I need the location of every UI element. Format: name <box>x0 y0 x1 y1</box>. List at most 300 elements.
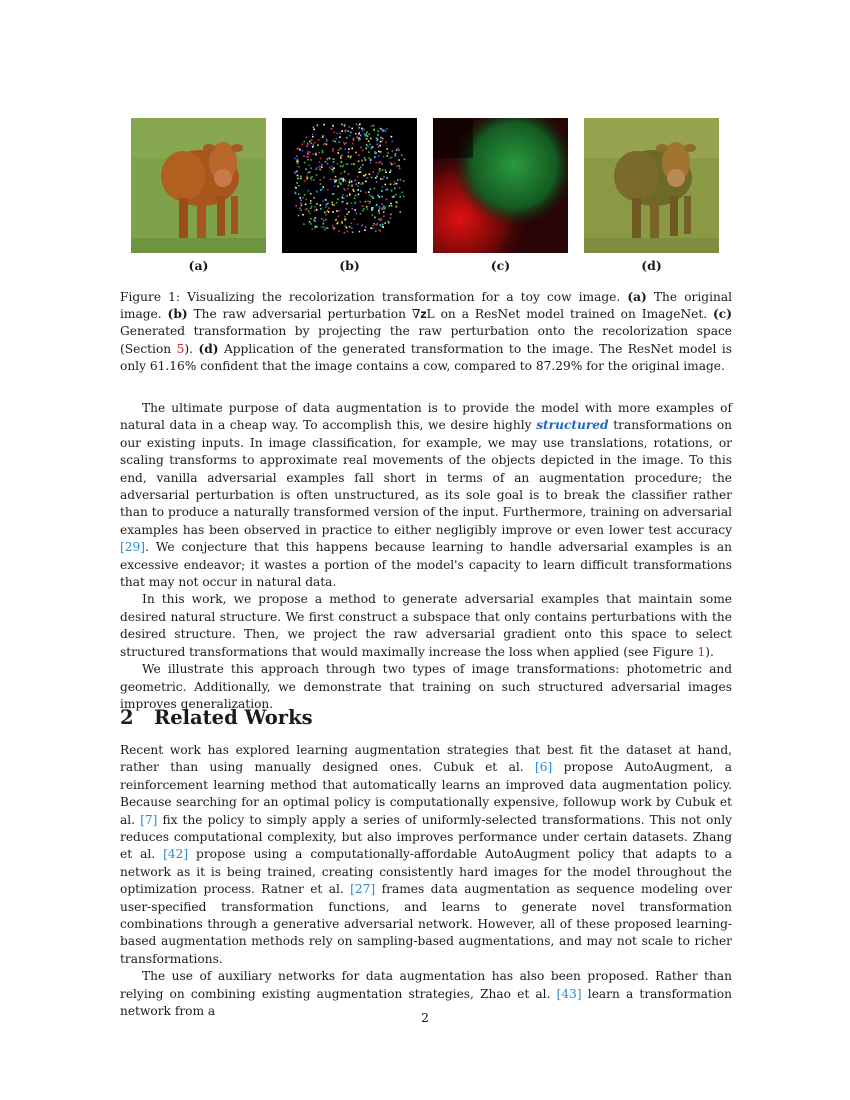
caption-c-text-2: ). <box>184 341 199 356</box>
noise-pixel <box>363 133 365 135</box>
noise-pixel <box>382 224 384 226</box>
noise-pixel <box>403 196 405 198</box>
noise-pixel <box>381 226 383 228</box>
noise-pixel <box>387 152 389 154</box>
noise-pixel <box>327 189 329 191</box>
noise-pixel <box>349 194 351 196</box>
noise-pixel <box>339 148 341 150</box>
noise-pixel <box>362 130 364 132</box>
noise-pixel <box>349 226 351 228</box>
panel-a-original-image <box>131 118 266 253</box>
noise-pixel <box>379 170 381 172</box>
noise-pixel <box>314 210 316 212</box>
noise-pixel <box>339 136 341 138</box>
noise-pixel <box>358 132 360 134</box>
sublabel-a: (a) <box>188 258 209 273</box>
noise-pixel <box>353 190 355 192</box>
noise-pixel <box>386 148 388 150</box>
noise-pixel <box>395 194 397 196</box>
noise-pixel <box>323 223 325 225</box>
noise-pixel <box>314 227 316 229</box>
figure-reference-link[interactable]: 1 <box>697 644 706 659</box>
noise-pixel <box>365 201 367 203</box>
noise-pixel <box>302 197 304 199</box>
noise-pixel <box>372 171 374 173</box>
noise-pixel <box>321 218 323 220</box>
sublabel-b: (b) <box>339 258 360 273</box>
noise-pixel <box>297 178 299 180</box>
noise-pixel <box>354 180 356 182</box>
noise-pixel <box>359 168 361 170</box>
paragraph <box>120 591 732 661</box>
section-reference-link[interactable]: 5 <box>176 341 185 356</box>
noise-pixel <box>399 196 401 198</box>
noise-pixel <box>336 133 338 135</box>
noise-pixel <box>374 156 376 158</box>
noise-pixel <box>333 204 335 206</box>
figure-panels <box>120 118 732 273</box>
citation-link[interactable]: [27] <box>350 882 376 897</box>
noise-pixel <box>313 129 315 131</box>
citation-link[interactable]: [7] <box>140 812 158 827</box>
caption-d-text: Application of the generated transformation to the image. The ResNet model is only 61.16% confident that the image contains a cow, compared to 87.29% for the original image. <box>120 341 733 373</box>
related-works-text <box>120 742 732 1021</box>
noise-pixel <box>297 161 299 163</box>
noise-pixel <box>316 167 318 169</box>
caption-figure-label: Figure 1: <box>120 290 181 304</box>
text-run: propose using a computationally-affordable AutoAugment policy that adapts to a network as it is being trained, creating consistently hard images for the model throughout the optimization process. Ratner et al. <box>120 847 732 897</box>
citation-link[interactable]: [6] <box>535 760 553 775</box>
noise-pixel <box>365 181 367 183</box>
noise-pixel <box>301 205 303 207</box>
noise-pixel <box>351 223 353 225</box>
noise-pixel <box>352 143 354 145</box>
noise-pixel <box>322 150 324 152</box>
noise-pixel <box>296 182 298 184</box>
paragraph: We illustrate this approach through two types of image transformations: photometric and geometric. Additionally, we demonstrate that training on such structured adversarial images improves generalization. <box>120 662 732 711</box>
noise-pixel <box>378 146 380 148</box>
noise-pixel <box>351 227 353 229</box>
noise-pixel <box>385 171 387 173</box>
noise-pixel <box>295 187 297 189</box>
noise-pixel <box>373 129 375 131</box>
noise-pixel <box>307 177 309 179</box>
noise-pixel <box>377 130 379 132</box>
noise-pixel <box>396 206 398 208</box>
noise-pixel <box>385 169 387 171</box>
noise-pixel <box>307 172 309 174</box>
noise-pixel <box>299 149 301 151</box>
noise-pixel <box>343 179 345 181</box>
noise-pixel <box>385 184 387 186</box>
noise-pixel <box>371 125 373 127</box>
noise-pixel <box>299 207 301 209</box>
noise-pixel <box>310 200 312 202</box>
noise-pixel <box>379 224 381 226</box>
noise-pixel <box>354 218 356 220</box>
noise-pixel <box>360 147 362 149</box>
figure-1 <box>120 118 732 273</box>
noise-pixel <box>302 150 304 152</box>
noise-pixel <box>368 191 370 193</box>
panel-c-generated-transformation <box>433 118 568 253</box>
noise-pixel <box>305 168 307 170</box>
noise-pixel <box>315 217 317 219</box>
noise-pixel <box>390 170 392 172</box>
paragraph <box>120 742 732 968</box>
noise-pixel <box>401 154 403 156</box>
noise-pixel <box>390 183 392 185</box>
noise-pixel <box>347 202 349 204</box>
noise-pixel <box>377 195 379 197</box>
recolored-cow-image <box>584 118 719 253</box>
noise-pixel <box>360 138 362 140</box>
citation-link[interactable]: [29] <box>120 540 146 555</box>
noise-pixel <box>341 161 343 163</box>
noise-pixel <box>355 152 357 154</box>
noise-pixel <box>395 155 397 157</box>
noise-pixel <box>341 124 343 126</box>
noise-pixel <box>321 166 323 168</box>
noise-pixel <box>378 162 380 164</box>
noise-pixel <box>349 182 351 184</box>
noise-pixel <box>332 211 334 213</box>
noise-pixel <box>323 177 325 179</box>
noise-pixel <box>398 148 400 150</box>
noise-pixel <box>379 196 381 198</box>
noise-pixel <box>357 185 359 187</box>
noise-pixel <box>325 214 327 216</box>
sublabel-c: (c) <box>490 258 511 273</box>
noise-pixel <box>382 226 384 228</box>
noise-pixel <box>317 144 319 146</box>
noise-pixel <box>373 125 375 127</box>
noise-pixel <box>372 207 374 209</box>
noise-pixel <box>320 204 322 206</box>
emphasis-structured: structured <box>536 418 609 433</box>
noise-pixel <box>344 171 346 173</box>
noise-pixel <box>400 179 402 181</box>
caption-a-text: The original image. <box>120 290 732 322</box>
introduction-text <box>120 400 732 713</box>
text-run: learn a transformation network from a <box>120 986 732 1019</box>
noise-pixel <box>321 164 323 166</box>
noise-pixel <box>380 220 382 222</box>
noise-pixel <box>363 129 365 131</box>
noise-pixel <box>309 213 311 215</box>
noise-pixel <box>377 144 379 146</box>
noise-pixel <box>303 223 305 225</box>
noise-pixel <box>342 201 344 203</box>
noise-pixel <box>345 163 347 165</box>
noise-pixel <box>318 139 320 141</box>
noise-pixel <box>300 197 302 199</box>
noise-pixel <box>382 138 384 140</box>
noise-pixel <box>360 213 362 215</box>
noise-pixel <box>343 188 345 190</box>
noise-pixel <box>398 165 400 167</box>
sublabel-d: (d) <box>641 258 662 273</box>
noise-pixel <box>312 146 314 148</box>
caption-b-text: The raw adversarial perturbation ∇𝐳L on a ResNet model trained on ImageNet. <box>187 307 714 322</box>
noise-pixel <box>383 176 385 178</box>
noise-pixel <box>332 148 334 150</box>
noise-pixel <box>297 159 299 161</box>
citation-link[interactable]: [42] <box>163 847 189 862</box>
noise-pixel <box>326 227 328 229</box>
noise-pixel <box>342 166 344 168</box>
noise-pixel <box>367 208 369 210</box>
noise-pixel <box>387 189 389 191</box>
noise-pixel <box>370 227 372 229</box>
noise-pixel <box>309 221 311 223</box>
noise-pixel <box>395 153 397 155</box>
noise-pixel <box>357 189 359 191</box>
noise-pixel <box>333 171 335 173</box>
noise-pixel <box>369 201 371 203</box>
noise-pixel <box>370 138 372 140</box>
noise-pixel <box>338 216 340 218</box>
noise-pixel <box>391 190 393 192</box>
noise-pixel <box>391 164 393 166</box>
noise-pixel <box>300 203 302 205</box>
noise-pixel <box>334 227 336 229</box>
noise-pixel <box>328 211 330 213</box>
noise-pixel <box>302 214 304 216</box>
noise-pixel <box>347 231 349 233</box>
noise-pixel <box>334 141 336 143</box>
noise-pixel <box>368 151 370 153</box>
perturbation-image <box>282 118 417 253</box>
noise-pixel <box>381 190 383 192</box>
noise-pixel <box>307 159 309 161</box>
noise-pixel <box>298 185 300 187</box>
noise-pixel <box>324 229 326 231</box>
noise-pixel <box>380 137 382 139</box>
panel-d-recolored-image <box>584 118 719 253</box>
noise-pixel <box>320 208 322 210</box>
noise-pixel <box>375 231 377 233</box>
noise-pixel <box>367 201 369 203</box>
noise-pixel <box>339 182 341 184</box>
text-run: In this work, we propose a method to generate adversarial examples that maintain some desired natural structure. We first construct a subspace that only contains perturbations with the desired structure. Then, we project the raw adversarial gradient onto this space to select structured transformations that would maximally increase the loss when applied (see Figure <box>120 592 732 659</box>
noise-pixel <box>316 203 318 205</box>
noise-pixel <box>369 144 371 146</box>
noise-pixel <box>300 178 302 180</box>
noise-pixel <box>306 178 308 180</box>
noise-pixel <box>312 144 314 146</box>
noise-pixel <box>317 125 319 127</box>
noise-pixel <box>306 199 308 201</box>
noise-pixel <box>305 204 307 206</box>
noise-pixel <box>344 143 346 145</box>
page-number: 2 <box>421 1010 429 1025</box>
noise-pixel <box>365 192 367 194</box>
noise-pixel <box>325 219 327 221</box>
noise-pixel <box>381 196 383 198</box>
noise-pixel <box>380 141 382 143</box>
noise-pixel <box>355 183 357 185</box>
noise-pixel <box>390 203 392 205</box>
noise-pixel <box>376 181 378 183</box>
noise-pixel <box>326 140 328 142</box>
noise-pixel <box>355 133 357 135</box>
noise-pixel <box>379 168 381 170</box>
noise-pixel <box>336 202 338 204</box>
noise-pixel <box>315 154 317 156</box>
figure-caption <box>120 289 732 375</box>
noise-pixel <box>329 167 331 169</box>
noise-pixel <box>378 212 380 214</box>
noise-pixel <box>354 202 356 204</box>
noise-pixel <box>352 231 354 233</box>
noise-pixel <box>296 155 298 157</box>
noise-pixel <box>383 156 385 158</box>
noise-pixel <box>326 144 328 146</box>
noise-pixel <box>392 150 394 152</box>
noise-pixel <box>320 158 322 160</box>
noise-pixel <box>347 164 349 166</box>
noise-pixel <box>310 208 312 210</box>
noise-pixel <box>354 197 356 199</box>
noise-pixel <box>385 131 387 133</box>
noise-pixel <box>348 148 350 150</box>
noise-pixel <box>349 180 351 182</box>
section-heading <box>120 706 313 729</box>
noise-pixel <box>331 128 333 130</box>
noise-pixel <box>345 130 347 132</box>
noise-pixel <box>404 159 406 161</box>
text-run: Recent work has explored learning augmentation strategies that best fit the dataset at hand, rather than using manually designed ones. Cubuk et al. <box>120 743 732 775</box>
noise-pixel <box>322 152 324 154</box>
noise-pixel <box>322 188 324 190</box>
noise-pixel <box>381 203 383 205</box>
noise-pixel <box>308 154 310 156</box>
noise-pixel <box>294 173 296 175</box>
noise-pixel <box>365 159 367 161</box>
noise-pixel <box>386 199 388 201</box>
noise-pixel <box>303 155 305 157</box>
noise-pixel <box>320 189 322 191</box>
noise-pixel <box>351 163 353 165</box>
noise-pixel <box>379 206 381 208</box>
noise-pixel <box>374 188 376 190</box>
noise-pixel <box>378 151 380 153</box>
noise-pixel <box>337 221 339 223</box>
noise-pixel <box>396 183 398 185</box>
noise-pixel <box>319 169 321 171</box>
noise-pixel <box>295 205 297 207</box>
noise-pixel <box>323 186 325 188</box>
noise-pixel <box>323 144 325 146</box>
noise-pixel <box>389 172 391 174</box>
noise-pixel <box>365 226 367 228</box>
noise-pixel <box>300 199 302 201</box>
noise-pixel <box>351 208 353 210</box>
noise-pixel <box>375 152 377 154</box>
noise-pixel <box>295 193 297 195</box>
noise-pixel <box>298 215 300 217</box>
noise-pixel <box>311 206 313 208</box>
noise-pixel <box>378 219 380 221</box>
noise-pixel <box>334 185 336 187</box>
noise-pixel <box>341 178 343 180</box>
noise-pixel <box>323 226 325 228</box>
noise-pixel <box>377 135 379 137</box>
noise-pixel <box>349 135 351 137</box>
noise-pixel <box>382 169 384 171</box>
noise-pixel <box>394 188 396 190</box>
noise-pixel <box>365 133 367 135</box>
noise-pixel <box>338 230 340 232</box>
noise-pixel <box>363 208 365 210</box>
citation-link[interactable]: [43] <box>556 986 582 1001</box>
noise-pixel <box>332 204 334 206</box>
noise-pixel <box>358 182 360 184</box>
noise-pixel <box>350 132 352 134</box>
noise-pixel <box>314 206 316 208</box>
noise-pixel <box>370 188 372 190</box>
noise-pixel <box>377 173 379 175</box>
noise-pixel <box>378 210 380 212</box>
noise-pixel <box>369 203 371 205</box>
noise-pixel <box>380 178 382 180</box>
noise-pixel <box>391 205 393 207</box>
noise-pixel <box>390 162 392 164</box>
noise-pixel <box>360 167 362 169</box>
noise-pixel <box>363 175 365 177</box>
noise-pixel <box>376 176 378 178</box>
noise-pixel <box>353 138 355 140</box>
noise-pixel <box>341 155 343 157</box>
noise-pixel <box>386 155 388 157</box>
noise-pixel <box>362 183 364 185</box>
noise-pixel <box>316 209 318 211</box>
noise-pixel <box>360 171 362 173</box>
noise-pixel <box>306 146 308 148</box>
noise-pixel <box>394 181 396 183</box>
noise-pixel <box>358 139 360 141</box>
noise-pixel <box>295 171 297 173</box>
noise-pixel <box>327 163 329 165</box>
noise-pixel <box>298 193 300 195</box>
noise-pixel <box>339 141 341 143</box>
noise-pixel <box>383 211 385 213</box>
noise-pixel <box>355 195 357 197</box>
noise-pixel <box>361 225 363 227</box>
noise-pixel <box>360 183 362 185</box>
noise-pixel <box>312 136 314 138</box>
noise-pixel <box>336 138 338 140</box>
noise-pixel <box>341 221 343 223</box>
noise-pixel <box>376 204 378 206</box>
noise-pixel <box>316 190 318 192</box>
noise-pixel <box>344 232 346 234</box>
noise-pixel <box>394 163 396 165</box>
noise-pixel <box>345 148 347 150</box>
noise-pixel <box>365 135 367 137</box>
noise-pixel <box>333 161 335 163</box>
noise-pixel <box>323 124 325 126</box>
cow-image <box>131 118 266 253</box>
noise-pixel <box>366 144 368 146</box>
noise-pixel <box>319 179 321 181</box>
noise-pixel <box>362 210 364 212</box>
text-run: transformations on our existing inputs. In image classification, for example, we may use translations, rotations, or scaling transforms to approximate real movements of the objects depicted in the image. To this end, vanilla adversarial examples fall short in terms of an augmentation procedure; the adversarial perturbation is often unstructured, as its sole goal is to break the classifier rather than to produce a naturally transformed version of the input. Furthermore, training on adversarial examples has been observed in practice to either negligibly improve or even lower test accuracy <box>120 418 733 537</box>
noise-pixel <box>366 148 368 150</box>
noise-pixel <box>346 227 348 229</box>
noise-pixel <box>347 213 349 215</box>
